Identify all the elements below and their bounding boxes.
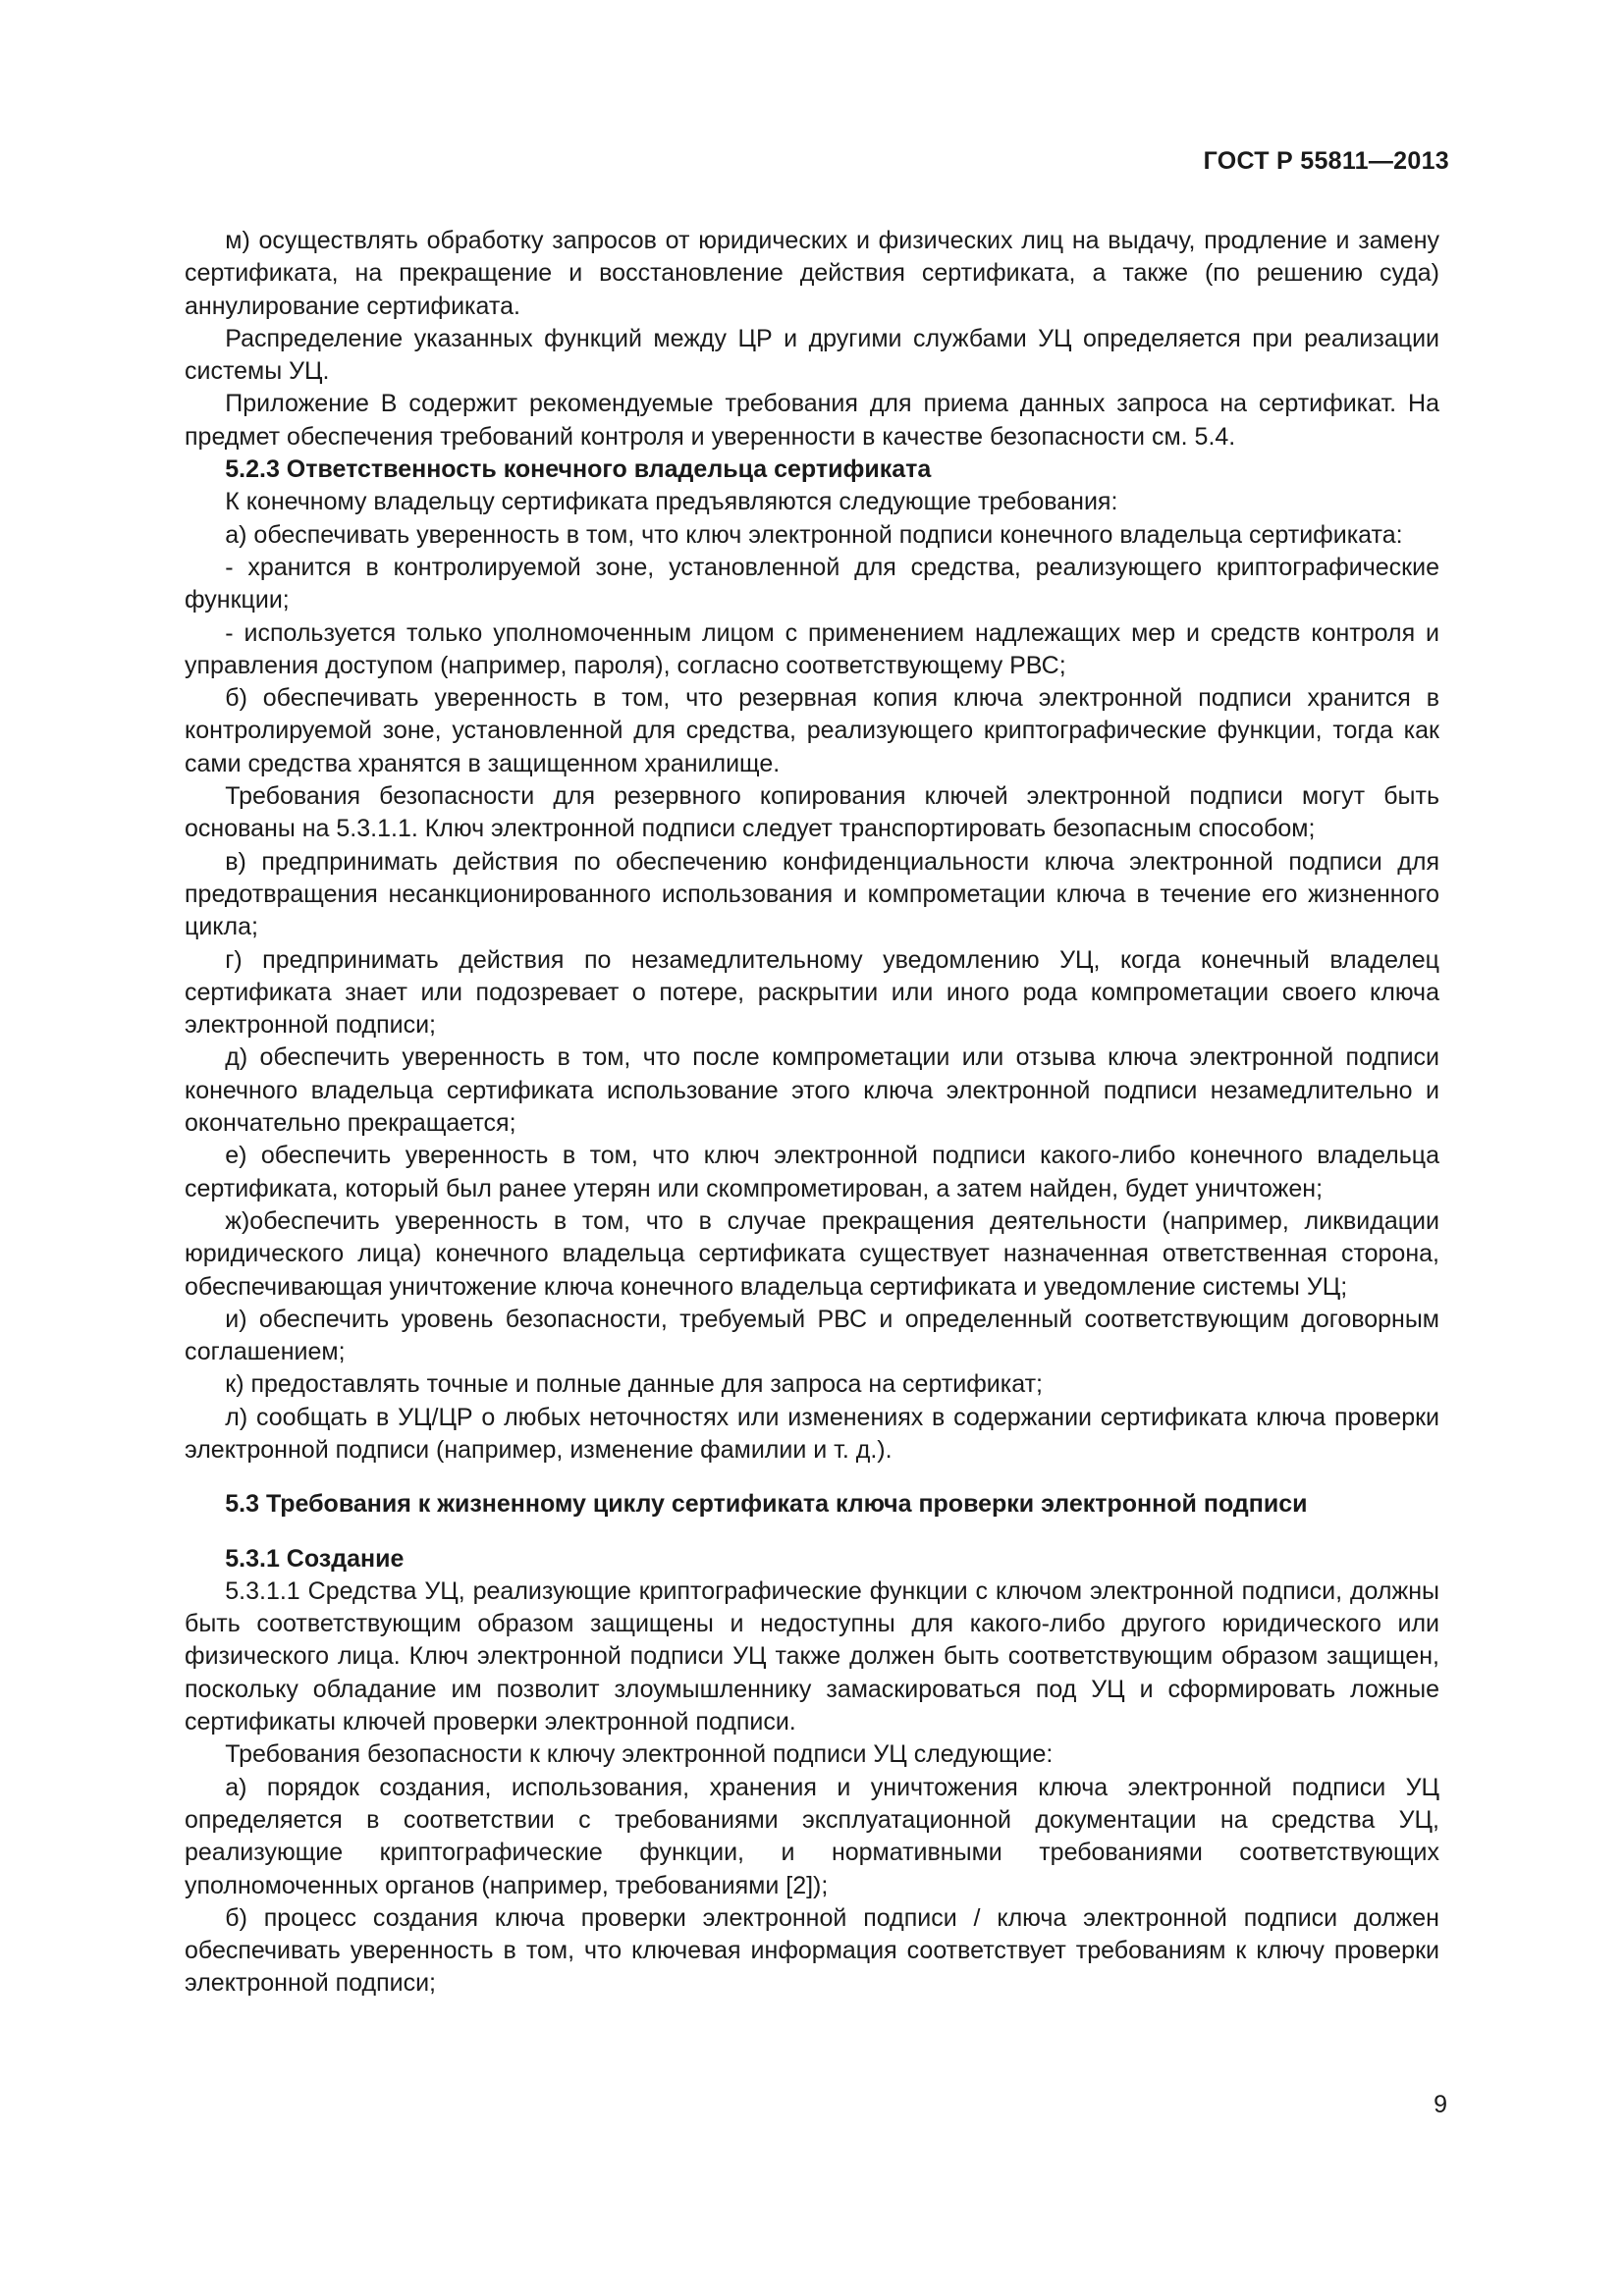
- list-item: - используется только уполномоченным лицом с применением надлежащих мер и средств контроля и управления доступом (например, пароля), согласно соответствующему РВС;: [185, 618, 1439, 679]
- list-item: к) предоставлять точные и полные данные для запроса на сертификат;: [225, 1370, 1044, 1399]
- section-heading-5-2-3: 5.2.3 Ответственность конечного владельца сертификата: [225, 455, 932, 484]
- paragraph: Приложение В содержит рекомендуемые требования для приема данных запроса на сертификат. На предмет обеспечения требований контроля и уверенности в качестве безопасности см. 5.4.: [185, 390, 1439, 451]
- paragraph: 5.3.1.1 Средства УЦ, реализующие криптографические функции с ключом электронной подписи, должны быть соответствующим образом защищены и недоступны для какого-либо другого юридического или физического лица. Ключ электронной подписи УЦ также должен быть соответствующим образом защищен, поскольку обладание им позволит злоумышленнику замаскироваться под УЦ и сформировать ложные сертификаты ключей проверки электронной подписи.: [185, 1576, 1439, 1736]
- list-item: ж)обеспечить уверенность в том, что в случае прекращения деятельности (например, ликвидации юридического лица) конечного владельца сертификата существует назначенная ответственная сторона, обеспечивающая уничтожение ключа конечного владельца сертификата и уведомление системы УЦ;: [185, 1206, 1439, 1301]
- list-item: б) процесс создания ключа проверки электронной подписи / ключа электронной подписи должен обеспечивать уверенность в том, что ключевая информация соответствует требованиям к ключу проверки электронной подписи;: [185, 1903, 1439, 1998]
- list-item: а) порядок создания, использования, хранения и уничтожения ключа электронной подписи УЦ определяется в соответствии с требованиями эксплуатационной документации на средства УЦ, реализующие криптографические функции, и нормативными требованиями соответствующих уполномоченных органов (например, требованиями [2]);: [185, 1773, 1439, 1899]
- paragraph: Требования безопасности к ключу электронной подписи УЦ следующие:: [225, 1740, 1054, 1769]
- paragraph: Распределение указанных функций между ЦР и другими службами УЦ определяется при реализации системы УЦ.: [185, 324, 1439, 386]
- list-item: л) сообщать в УЦ/ЦР о любых неточностях или изменениях в содержании сертификата ключа проверки электронной подписи (например, изменение фамилии и т. д.).: [185, 1403, 1439, 1464]
- page-number: 9: [1434, 2091, 1447, 2118]
- list-item: - хранится в контролируемой зоне, установленной для средства, реализующего криптографические функции;: [185, 553, 1439, 614]
- list-item: а) обеспечивать уверенность в том, что ключ электронной подписи конечного владельца сертификата:: [225, 520, 1403, 549]
- list-item: и) обеспечить уровень безопасности, требуемый РВС и определенный соответствующим договорным соглашением;: [185, 1305, 1439, 1366]
- paragraph: Требования безопасности для резервного копирования ключей электронной подписи могут быть основаны на 5.3.1.1. Ключ электронной подписи следует транспортировать безопасным способом;: [185, 782, 1439, 843]
- paragraph: К конечному владельцу сертификата предъявляются следующие требования:: [225, 488, 1118, 516]
- list-item: б) обеспечивать уверенность в том, что резервная копия ключа электронной подписи хранится в контролируемой зоне, установленной для средства, реализующего криптографические функции, тогда как сами средства хранятся в защищенном хранилище.: [185, 684, 1439, 777]
- list-item: е) обеспечить уверенность в том, что ключ электронной подписи какого-либо конечного владельца сертификата, который был ранее утерян или скомпрометирован, а затем найден, будет уничтожен;: [185, 1142, 1439, 1202]
- list-item: г) предпринимать действия по незамедлительному уведомлению УЦ, когда конечный владелец сертификата знает или подозревает о потере, раскрытии или иного рода компрометации своего ключа электронной подписи;: [185, 945, 1439, 1040]
- document-body: [185, 225, 1439, 2001]
- section-heading-5-3-1: 5.3.1 Создание: [225, 1544, 405, 1573]
- list-item: д) обеспечить уверенность в том, что после компрометации или отзыва ключа электронной подписи конечного владельца сертификата использование этого ключа электронной подписи незамедлительно и окончательно прекращается;: [185, 1043, 1439, 1138]
- paragraph: м) осуществлять обработку запросов от юридических и физических лиц на выдачу, продление и замену сертификата, на прекращение и восстановление действия сертификата, а также (по решению суда) аннулирование сертификата.: [185, 227, 1439, 320]
- section-heading-5-3: 5.3 Требования к жизненному циклу сертификата ключа проверки электронной подписи: [225, 1490, 1308, 1519]
- list-item: в) предпринимать действия по обеспечению конфиденциальности ключа электронной подписи для предотвращения несанкционированного использования и компрометации ключа в течение его жизненного цикла;: [185, 847, 1439, 941]
- document-header: ГОСТ Р 55811—2013: [1203, 147, 1449, 175]
